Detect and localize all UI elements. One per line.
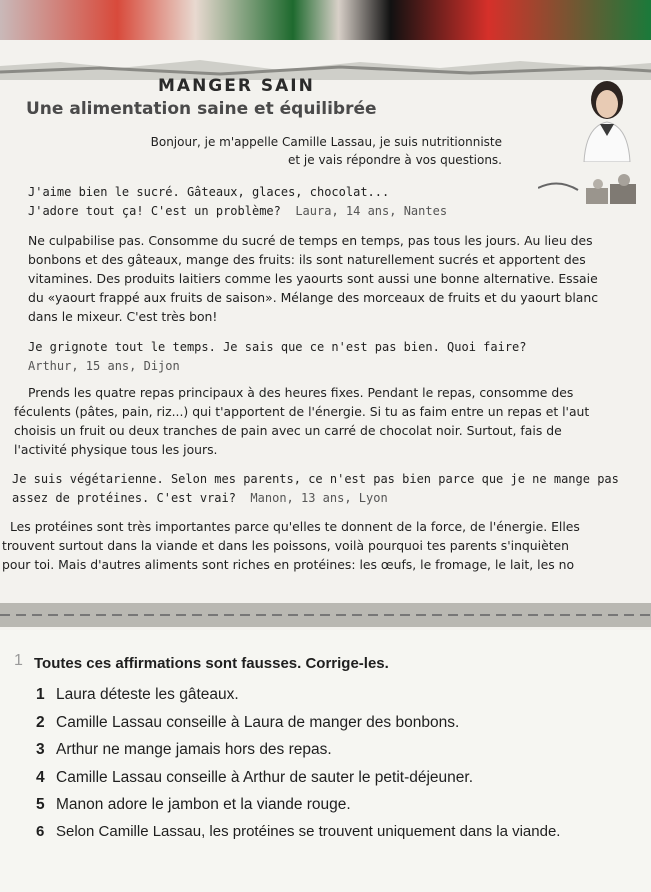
item-number: 1 [36,686,45,703]
intro-line: et je vais répondre à vos questions. [288,153,502,167]
answer-line: Les protéines sont très importantes parce qu'elles te donnent de la force, de l'énergie. Elles [10,519,580,534]
item-number: 5 [36,796,45,813]
exercise-item [36,769,473,787]
answer-line: bonbons et des gâteaux, mange des fruits: ils sont naturellement sucrés et apportent des [28,252,586,267]
answer-line: l'activité physique tous les jours. [14,442,218,457]
answer-line: dans le mixeur. C'est très bon! [28,309,218,324]
item-text: Camille Lassau conseille à Arthur de sauter le petit-déjeuner. [56,769,474,786]
decorative-divider [0,603,651,627]
question-text: Je grignote tout le temps. Je sais que ce n'est pas bien. Quoi faire? [28,340,527,354]
cakes-illustration-icon [538,170,648,214]
banner-title: MANGER SAIN [158,76,315,96]
item-text: Laura déteste les gâteaux. [56,686,239,703]
item-number: 3 [36,741,45,758]
answer-line: féculents (pâtes, pain, riz...) qui t'apportent de l'énergie. Si tu as faim entre un repas et l'aut [14,404,590,419]
answer-line: pour toi. Mais d'autres aliments sont riches en protéines: les œufs, le fromage, le lait, les no [2,557,575,572]
question-text: J'aime bien le sucré. Gâteaux, glaces, chocolat... [28,185,390,199]
question-text [12,489,388,508]
answer-line: Ne culpabilise pas. Consomme du sucré de temps en temps, pas tous les jours. Au lieu des [28,233,593,248]
banner-decoration [0,58,651,88]
item-number: 6 [36,823,45,840]
answer-line: trouvent surtout dans la viande et dans les poissons, voilà pourquoi tes parents s'inquièten [2,538,570,553]
question-signature: Laura, 14 ans, Nantes [295,204,448,218]
question-text: Je suis végétarienne. Selon mes parents, ce n'est pas bien parce que je ne mange pas [12,472,619,486]
exercise-item [36,796,351,814]
exercise-title: Toutes ces affirmations sont fausses. Corrige-les. [34,655,389,672]
exercise-item [36,686,239,704]
answer-line: vitamines. Des produits laitiers comme les yaourts sont aussi une bonne alternative. Essaie [28,271,598,286]
exercise-item [36,741,332,759]
question-signature: Arthur, 15 ans, Dijon [28,359,180,373]
answer-line: Prends les quatre repas principaux à des heures fixes. Pendant le repas, consomme des [28,385,574,400]
page-subtitle: Une alimentation saine et équilibrée [26,99,377,119]
question-signature: Manon, 13 ans, Lyon [250,491,388,505]
item-text: Manon adore le jambon et la viande rouge. [56,796,351,813]
answer-line: choisis un fruit ou deux tranches de pain avec un carré de chocolat noir. Surtout, fais de [14,423,562,438]
question-line: assez de protéines. C'est vrai? [12,491,236,505]
question-line: J'adore tout ça! C'est un problème? [28,204,281,218]
item-number: 4 [36,769,45,786]
exercise-item [36,714,459,732]
exercise-number: 1 [14,652,23,669]
answer-line: du «yaourt frappé aux fruits de saison». Mélange des morceaux de fruits et du yaourt blanc [28,290,599,305]
intro-line: Bonjour, je m'appelle Camille Lassau, je suis nutritionniste [150,135,502,149]
item-text: Camille Lassau conseille à Laura de manger des bonbons. [56,714,460,731]
question-text [28,202,447,221]
item-text: Arthur ne mange jamais hors des repas. [56,741,332,758]
nutritionist-portrait-icon [576,74,638,162]
item-number: 2 [36,714,45,731]
item-text: Selon Camille Lassau, les protéines se trouvent uniquement dans la viande. [56,823,561,840]
exercise-item [36,823,560,840]
